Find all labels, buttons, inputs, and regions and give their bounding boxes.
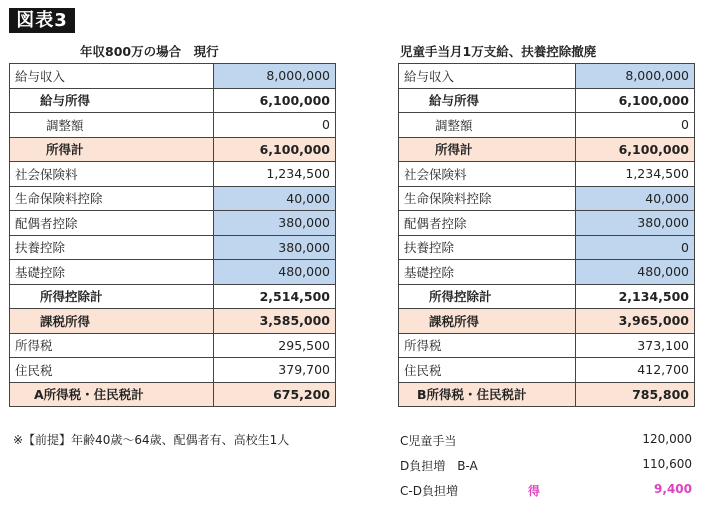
summary-row-net-effect — [400, 482, 692, 498]
row-value: 0 — [214, 113, 336, 138]
row-label: 基礎控除 — [10, 260, 214, 285]
right-table-title: 児童手当月1万支給、扶養控除撤廃 — [400, 44, 597, 59]
row-label: 所得計 — [399, 137, 576, 162]
row-label: 課税所得 — [399, 309, 576, 334]
row-value: 1,234,500 — [576, 162, 695, 187]
table-row — [399, 162, 695, 187]
summary-label: C-D負担増 — [400, 484, 458, 498]
table-row — [10, 137, 336, 162]
row-label: A所得税・住民税計 — [10, 382, 214, 407]
row-label: 社会保険料 — [399, 162, 576, 187]
table-row — [399, 235, 695, 260]
table-row — [10, 211, 336, 236]
row-label: 扶養控除 — [399, 235, 576, 260]
row-value: 40,000 — [214, 186, 336, 211]
figure-tag: 図表3 — [9, 8, 75, 33]
row-value: 8,000,000 — [576, 64, 695, 89]
table-row — [10, 64, 336, 89]
row-label: 所得控除計 — [399, 284, 576, 309]
row-label: 給与収入 — [10, 64, 214, 89]
row-label: 課税所得 — [10, 309, 214, 334]
table-row — [399, 333, 695, 358]
row-label: 住民税 — [399, 358, 576, 383]
left-calc-table — [9, 63, 336, 407]
row-value: 3,965,000 — [576, 309, 695, 334]
row-value: 1,234,500 — [214, 162, 336, 187]
table-row — [10, 88, 336, 113]
table-row — [10, 284, 336, 309]
table-row — [399, 186, 695, 211]
assumption-note: ※【前提】年齢40歳〜64歳、配偶者有、高校生1人 — [13, 433, 290, 447]
row-value: 3,585,000 — [214, 309, 336, 334]
table-row — [10, 382, 336, 407]
row-value: 0 — [576, 113, 695, 138]
row-value: 380,000 — [214, 235, 336, 260]
summary-label: D負担増 B-A — [400, 459, 478, 473]
row-value: 373,100 — [576, 333, 695, 358]
row-label: B所得税・住民税計 — [399, 382, 576, 407]
row-label: 生命保険料控除 — [10, 186, 214, 211]
row-value: 40,000 — [576, 186, 695, 211]
table-row — [399, 64, 695, 89]
table-row — [10, 260, 336, 285]
row-label: 給与収入 — [399, 64, 576, 89]
right-calc-table — [398, 63, 695, 407]
row-label: 所得税 — [399, 333, 576, 358]
table-row — [10, 186, 336, 211]
row-value: 8,000,000 — [214, 64, 336, 89]
row-label: 所得計 — [10, 137, 214, 162]
row-label: 基礎控除 — [399, 260, 576, 285]
row-value: 675,200 — [214, 382, 336, 407]
row-label: 配偶者控除 — [399, 211, 576, 236]
summary-value: 110,600 — [642, 457, 692, 471]
row-value: 6,100,000 — [214, 137, 336, 162]
table-row — [399, 88, 695, 113]
table-row — [399, 137, 695, 162]
row-label: 所得税 — [10, 333, 214, 358]
row-label: 所得控除計 — [10, 284, 214, 309]
table-row — [10, 358, 336, 383]
row-label: 住民税 — [10, 358, 214, 383]
table-row — [10, 333, 336, 358]
row-value: 2,514,500 — [214, 284, 336, 309]
row-value: 412,700 — [576, 358, 695, 383]
row-label: 配偶者控除 — [10, 211, 214, 236]
table-row — [399, 211, 695, 236]
table-row — [10, 113, 336, 138]
summary-value: 9,400 — [654, 482, 692, 496]
row-label: 社会保険料 — [10, 162, 214, 187]
row-value: 295,500 — [214, 333, 336, 358]
row-value: 6,100,000 — [576, 137, 695, 162]
table-row — [399, 382, 695, 407]
row-value: 480,000 — [214, 260, 336, 285]
row-label: 給与所得 — [10, 88, 214, 113]
summary-row-burden-increase — [400, 457, 692, 473]
table-row — [10, 235, 336, 260]
row-value: 380,000 — [214, 211, 336, 236]
summary-value: 120,000 — [642, 432, 692, 446]
row-value: 0 — [576, 235, 695, 260]
row-value: 6,100,000 — [576, 88, 695, 113]
row-value: 785,800 — [576, 382, 695, 407]
row-label: 調整額 — [399, 113, 576, 138]
row-label: 調整額 — [10, 113, 214, 138]
left-table-title: 年収800万の場合 現行 — [80, 44, 219, 59]
row-label: 扶養控除 — [10, 235, 214, 260]
row-value: 379,700 — [214, 358, 336, 383]
gain-mark: 得 — [528, 484, 541, 498]
table-row — [399, 309, 695, 334]
table-row — [399, 284, 695, 309]
summary-row-child-allowance — [400, 432, 692, 448]
summary-label: C児童手当 — [400, 434, 457, 448]
table-row — [10, 162, 336, 187]
row-label: 給与所得 — [399, 88, 576, 113]
table-row — [399, 260, 695, 285]
table-row — [399, 358, 695, 383]
row-value: 2,134,500 — [576, 284, 695, 309]
table-row — [399, 113, 695, 138]
row-value: 6,100,000 — [214, 88, 336, 113]
row-value: 380,000 — [576, 211, 695, 236]
row-value: 480,000 — [576, 260, 695, 285]
table-row — [10, 309, 336, 334]
row-label: 生命保険料控除 — [399, 186, 576, 211]
